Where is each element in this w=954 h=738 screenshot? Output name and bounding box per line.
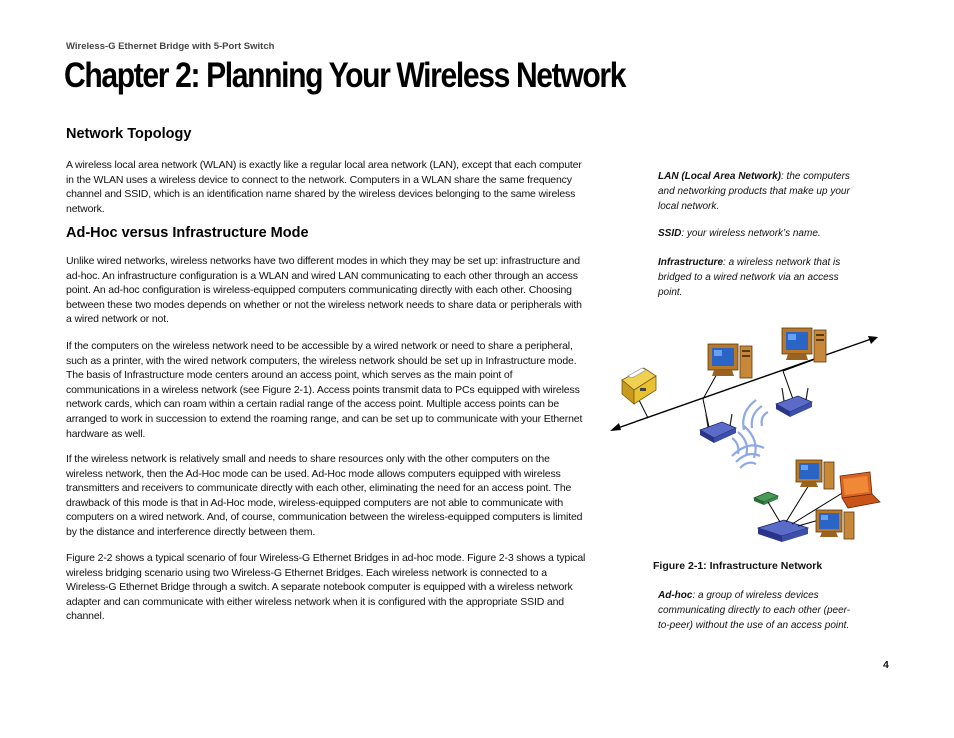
glossary-term: Infrastructure <box>658 257 724 268</box>
paragraph-adhoc-1: Unlike wired networks, wireless networks have two different modes in which they may be set up: infrastructure and ad-hoc. An infrastructure configuration is a WLAN and wired LAN communicating to each other through an access point. An ad-hoc configuration is wireless-equipped computers communicating directly with each other. Choosing between these two modes depends on whether or not the wireless network needs to share data or peripherals with a wired network or not. <box>66 255 582 326</box>
paragraph-adhoc-4: Figure 2-2 shows a typical scenario of four Wireless-G Ethernet Bridges in ad-hoc mode. Figure 2-3 shows a typical wireless bridging scenario using two Wireless-G Ethernet Bridges. Each wireless network is connected to a Wireless-G Ethernet Bridge through a switch. A separate notebook computer is equipped with a wireless network adapter and can communicate with either wireless network when it is configured with the appropriate SSID and channel. <box>66 552 586 623</box>
figure-infrastructure-network <box>608 322 884 550</box>
glossary-term: SSID <box>658 228 682 239</box>
access-point-icon <box>754 492 778 505</box>
paragraph-adhoc-2: If the computers on the wireless network need to be accessible by a wired network or need to share a peripheral, such as a printer, with the wired network computers, the wireless network should be set up in Infrastructure mode. The basis of Infrastructure mode centers around an access point, which serves as the main point of communications in a wireless network (see Figure 2-1). Access points transmit data to PCs equipped with wireless network cards, which can roam within a certain radial range of the access point. Multiple access points can be arranged to work in succession to extend the roaming range, and can be set up to communicate with your Ethernet hardware as well. <box>66 340 583 440</box>
access-point-icon <box>776 388 812 417</box>
heading-adhoc-infrastructure: Ad-Hoc versus Infrastructure Mode <box>66 225 309 241</box>
glossary-ssid <box>658 227 858 242</box>
desktop-computer-icon <box>816 510 854 539</box>
access-point-icon <box>700 414 736 443</box>
notebook-computer-icon <box>840 472 880 508</box>
glossary-definition: : a group of wireless devices communicating directly to each other (peer-to-peer) without the use of an access point. <box>658 590 851 631</box>
printer-icon <box>622 368 656 404</box>
glossary-lan <box>658 170 858 214</box>
glossary-definition: : the computers and networking products that make up your local network. <box>658 171 850 212</box>
glossary-term: Ad-hoc <box>658 590 693 601</box>
chapter-title: Chapter 2: Planning Your Wireless Network <box>64 56 626 95</box>
glossary-infrastructure <box>658 256 858 300</box>
glossary-definition: : a wireless network that is bridged to a wired network via an access point. <box>658 257 841 298</box>
wireless-signal-icon <box>743 400 768 430</box>
heading-network-topology: Network Topology <box>66 126 192 142</box>
infrastructure-network-diagram <box>608 322 884 550</box>
glossary-term: LAN (Local Area Network) <box>658 171 781 182</box>
glossary-adhoc <box>658 589 858 633</box>
running-header: Wireless-G Ethernet Bridge with 5-Port Switch <box>66 41 275 52</box>
desktop-computer-icon <box>796 460 834 489</box>
figure-caption: Figure 2-1: Infrastructure Network <box>653 560 823 572</box>
glossary-definition: : your wireless network’s name. <box>681 228 821 239</box>
paragraph-adhoc-3: If the wireless network is relatively small and needs to share resources only with the other computers on the wireless network, then the Ad-Hoc mode can be used. Ad-Hoc mode allows computers equipped with wireless transmitters and receivers to communicate directly with each other, eliminating the need for an access point. The drawback of this mode is that in Ad-Hoc mode, wireless-equipped computers are not able to communicate with computers on a wired network. And, of course, communication between the wireless-equipped computers is limited by the distance and interference directly between them. <box>66 453 583 538</box>
switch-icon <box>758 520 808 542</box>
paragraph-network-topology: A wireless local area network (WLAN) is exactly like a regular local area network (LAN), except that each computer in the WLAN uses a wireless device to connect to the network. Computers in a WLAN share the same frequency channel and SSID, which is an identification name shared by the wireless devices belonging to the same wireless network. <box>66 159 582 215</box>
page-number: 4 <box>883 659 889 671</box>
desktop-computer-icon <box>708 344 752 378</box>
desktop-computer-icon <box>782 328 826 362</box>
